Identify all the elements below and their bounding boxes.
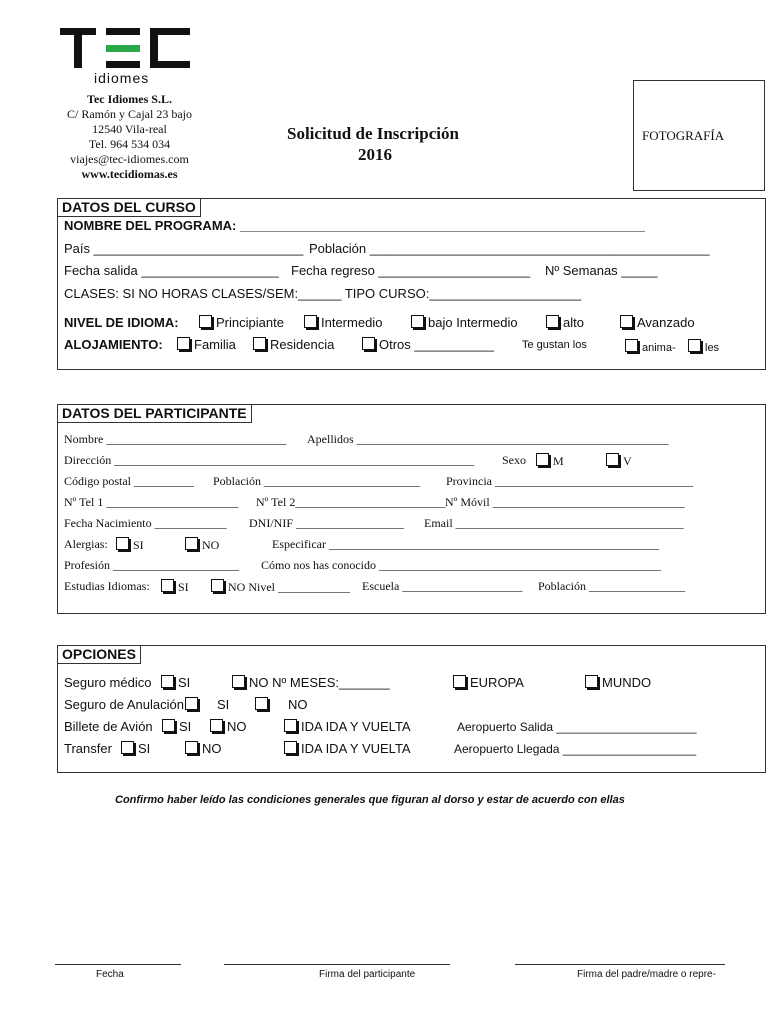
seguro-anulacion-label: Seguro de Anulación [64, 697, 202, 712]
checkbox-icon[interactable] [177, 337, 190, 350]
company-street: C/ Ramón y Cajal 23 bajo [67, 107, 192, 121]
checkbox-icon[interactable] [585, 675, 598, 688]
programa-field[interactable]: NOMBRE DEL PROGRAMA: ________________________________________________________ [64, 218, 645, 233]
checkbox-icon[interactable] [536, 453, 549, 466]
company-address [52, 92, 207, 182]
checkbox-icon[interactable] [253, 337, 266, 350]
nivel-option-bajo-intermedio[interactable]: bajo Intermedio [411, 315, 518, 330]
semanas-field[interactable]: Nº Semanas _____ [545, 263, 658, 278]
aloj-option-les[interactable]: les [688, 339, 719, 354]
checkbox-icon[interactable] [620, 315, 633, 328]
transfer-option-ida[interactable]: IDA IDA Y VUELTA [284, 741, 411, 756]
nombre-field[interactable]: Nombre ______________________________ [64, 432, 287, 446]
aloj-option-residencia[interactable]: Residencia [253, 337, 334, 352]
codigo-postal-field[interactable]: Código postal __________ [64, 474, 195, 488]
checkbox-icon[interactable] [162, 719, 175, 732]
aeropuerto-salida-field[interactable]: Aeropuerto Salida _____________________ [457, 720, 697, 734]
fecha-nacimiento-field[interactable]: Fecha Nacimiento ____________ [64, 516, 227, 530]
billete-option-si[interactable]: SI [162, 719, 191, 734]
alergias-especificar-field[interactable]: Especificar _______________________________________________________ [272, 537, 659, 551]
checkbox-icon[interactable] [362, 337, 375, 350]
company-email: viajes@tec-idiomes.com [70, 152, 189, 166]
transfer-option-no[interactable]: NO [185, 741, 222, 756]
company-web: www.tecidiomas.es [81, 167, 178, 181]
billete-option-ida[interactable]: IDA IDA Y VUELTA [284, 719, 411, 734]
photo-label: FOTOGRAFÍA [642, 128, 725, 143]
movil-field[interactable]: Nº Móvil ________________________________ [445, 495, 685, 509]
alergias-label: Alergias: [64, 537, 108, 551]
estudias-option-si[interactable]: SI [161, 579, 189, 595]
checkbox-icon[interactable] [255, 697, 268, 710]
seguro-medico-option-no[interactable]: NO Nº MESES:_______ [232, 675, 390, 690]
checkbox-icon[interactable] [185, 741, 198, 754]
sexo-option-v[interactable]: V [606, 453, 632, 469]
checkbox-icon[interactable] [453, 675, 466, 688]
alergias-option-si[interactable]: SI [116, 537, 144, 553]
aloj-option-otros[interactable]: Otros ___________ [362, 337, 494, 352]
alergias-option-no[interactable]: NO [185, 537, 219, 553]
checkbox-icon[interactable] [625, 339, 638, 352]
section-curso [57, 198, 766, 370]
signature-line-participante [224, 964, 450, 965]
logo-subtitle: idiomes [94, 70, 150, 86]
section-opciones [57, 645, 766, 773]
seguro-option-mundo[interactable]: MUNDO [585, 675, 651, 690]
checkbox-icon[interactable] [121, 741, 134, 754]
company-phone: Tel. 964 534 034 [88, 137, 171, 151]
poblacion-participante-field[interactable]: Población __________________________ [213, 474, 420, 488]
profesion-field[interactable]: Profesión _____________________ [64, 558, 239, 572]
checkbox-icon[interactable] [284, 741, 297, 754]
section-title-curso: DATOS DEL CURSO [57, 198, 201, 217]
dni-field[interactable]: DNI/NIF __________________ [249, 516, 404, 530]
checkbox-icon[interactable] [185, 537, 198, 550]
section-participante [57, 404, 766, 614]
signature-line-padre [515, 964, 725, 965]
checkbox-icon[interactable] [304, 315, 317, 328]
checkbox-icon[interactable] [211, 579, 224, 592]
checkbox-icon[interactable] [210, 719, 223, 732]
seguro-option-europa[interactable]: EUROPA [453, 675, 524, 690]
signature-line-fecha [55, 964, 181, 965]
alojamiento-label: ALOJAMIENTO: [64, 337, 163, 352]
checkbox-icon[interactable] [161, 675, 174, 688]
checkbox-icon[interactable] [688, 339, 701, 352]
seguro-anulacion-option-si[interactable]: SI [217, 697, 230, 712]
aloj-gustan-text: Te gustan los [522, 339, 587, 351]
como-conocido-field[interactable]: Cómo nos has conocido _______________________________________________ [261, 558, 661, 572]
company-name: Tec Idiomes S.L. [87, 92, 172, 106]
logo-mark [58, 26, 193, 70]
aloj-option-familia[interactable]: Familia [177, 337, 236, 352]
fecha-regreso-field[interactable]: Fecha regreso _____________________ [291, 263, 531, 278]
apellidos-field[interactable]: Apellidos ____________________________________________________ [307, 432, 669, 446]
checkbox-icon[interactable] [232, 675, 245, 688]
billete-avion-label: Billete de Avión [64, 719, 153, 734]
sexo-label: Sexo [502, 453, 526, 467]
poblacion-field[interactable]: Población _______________________________________________ [309, 241, 710, 256]
transfer-option-si[interactable]: SI [121, 741, 150, 756]
seguro-medico-label: Seguro médico [64, 675, 152, 690]
aloj-option-animales[interactable]: anima- [625, 339, 676, 354]
section-title-opciones: OPCIONES [57, 645, 141, 664]
nivel-label: NIVEL DE IDIOMA: [64, 315, 179, 330]
escuela-field[interactable]: Escuela ____________________ [362, 579, 523, 593]
section-title-participante: DATOS DEL PARTICIPANTE [57, 404, 252, 423]
checkbox-icon[interactable] [606, 453, 619, 466]
aeropuerto-llegada-field[interactable]: Aeropuerto Llegada ____________________ [454, 742, 697, 756]
direccion-field[interactable]: Dirección ____________________________________________________________ [64, 453, 475, 467]
billete-option-no[interactable]: NO [210, 719, 247, 734]
tel1-field[interactable]: Nº Tel 1 ______________________ [64, 495, 239, 509]
checkbox-icon[interactable] [185, 697, 198, 710]
tel2-field[interactable]: Nº Tel 2_________________________ [256, 495, 446, 509]
provincia-field[interactable]: Provincia _________________________________ [446, 474, 693, 488]
checkbox-icon[interactable] [116, 537, 129, 550]
estudias-idiomas-label: Estudias Idiomas: [64, 579, 150, 593]
nivel-option-principiante[interactable]: Principiante [199, 315, 284, 330]
poblacion-escuela-field[interactable]: Población ________________ [538, 579, 685, 593]
form-title: Solicitud de Inscripción [287, 124, 459, 143]
checkbox-icon[interactable] [546, 315, 559, 328]
signature-label-participante: Firma del participante [319, 969, 416, 980]
nivel-option-intermedio[interactable]: Intermedio [304, 315, 382, 330]
seguro-medico-option-si[interactable]: SI [161, 675, 190, 690]
sexo-option-m[interactable]: M [536, 453, 564, 469]
seguro-anulacion-option-no[interactable]: NO [255, 697, 308, 712]
transfer-label: Transfer [64, 741, 112, 756]
checkbox-icon[interactable] [161, 579, 174, 592]
fecha-salida-field[interactable]: Fecha salida ___________________ [64, 263, 279, 278]
clases-field[interactable]: CLASES: SI NO HORAS CLASES/SEM:______ TIPO CURSO:_____________________ [64, 286, 582, 301]
checkbox-icon[interactable] [284, 719, 297, 732]
nivel-option-avanzado[interactable]: Avanzado [620, 315, 695, 330]
email-field[interactable]: Email ______________________________________ [424, 516, 684, 530]
photo-box[interactable] [633, 80, 765, 191]
company-city: 12540 Vila-real [92, 122, 167, 136]
nivel-option-alto[interactable]: alto [546, 315, 584, 330]
pais-field[interactable]: País _____________________________ [64, 241, 304, 256]
company-logo [58, 26, 193, 86]
signature-label-padre: Firma del padre/madre o repre- [577, 969, 716, 980]
checkbox-icon[interactable] [199, 315, 212, 328]
checkbox-icon[interactable] [411, 315, 424, 328]
form-year: 2016 [358, 145, 392, 164]
confirm-statement: Confirmo haber leído las condiciones generales que figuran al dorso y estar de acuerdo con ellas [115, 794, 625, 806]
signature-label-fecha: Fecha [96, 969, 124, 980]
estudias-option-no-nivel[interactable]: NO Nivel ____________ [211, 579, 350, 595]
